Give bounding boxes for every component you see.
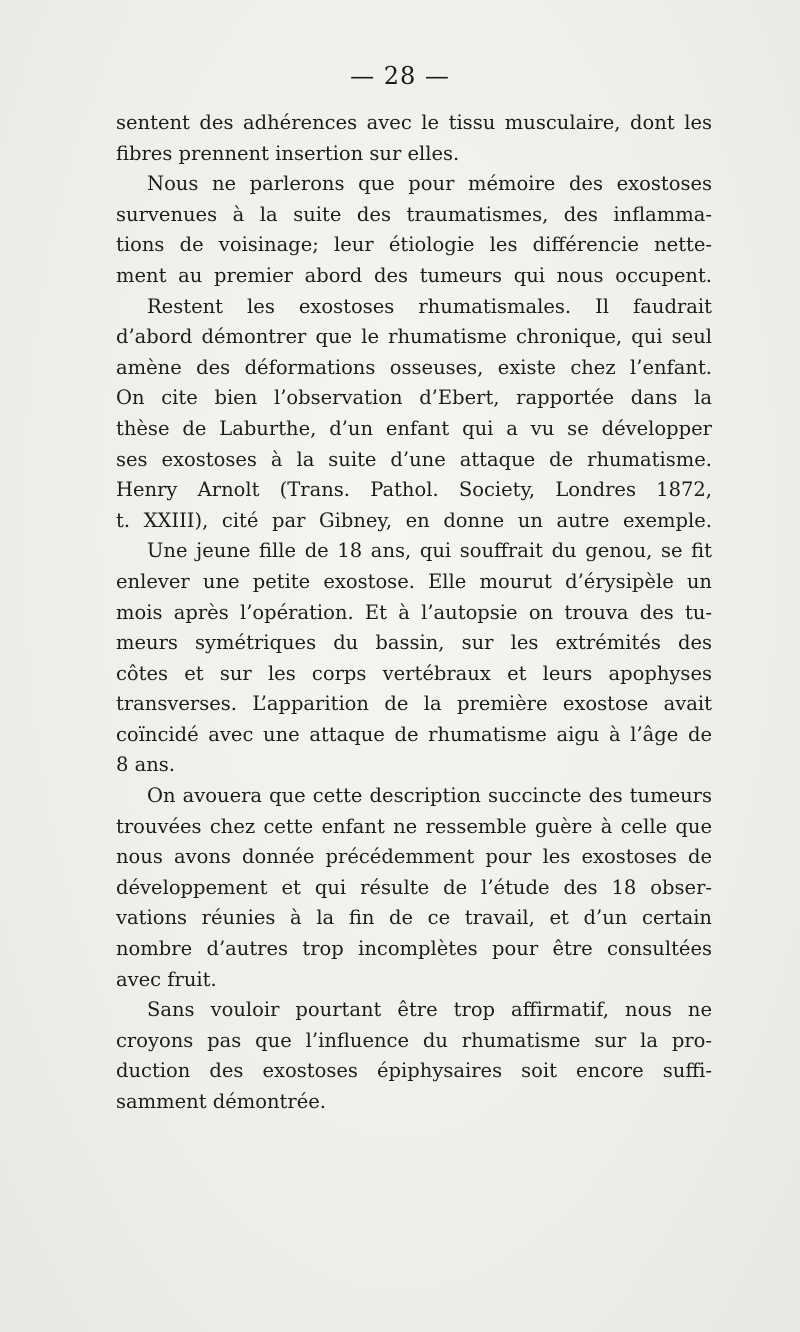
text-line: ment au premier abord des tumeurs qui nous occupent. [116,263,712,287]
text-line: t. XXIII), cité par Gibney, en donne un autre exemple. [116,508,712,532]
text-line: Henry Arnolt (Trans. Pathol. Society, Londres 1872, [116,478,712,502]
text-line: avec fruit. [116,967,217,991]
text-line: samment démontrée. [116,1090,326,1113]
text-line: nombre d’autres trop incomplètes pour être consultées [116,937,712,961]
text-line: On avouera que cette description succincte des tumeurs [147,784,712,808]
text-line: On cite bien l’observation d’Ebert, rapportée dans la [116,386,712,410]
text-line: Une jeune fille de 18 ans, qui souffrait du genou, se fit [147,539,712,563]
text-line: transverses. L’apparition de la première exostose avait [116,692,712,716]
text-line: d’abord démontrer que le rhumatisme chronique, qui seul [116,325,712,349]
text-line: meurs symétriques du bassin, sur les extrémités des [116,631,712,655]
text-line: amène des déformations osseuses, existe chez l’enfant. [116,355,712,379]
text-line: vations réunies à la fin de ce travail, et d’un certain [116,906,712,930]
page-number: — 28 — [350,62,450,90]
text-line: trouvées chez cette enfant ne ressemble guère à celle que [116,814,712,838]
body-text [116,108,712,1118]
text-line: fibres prennent insertion sur elles. [116,141,460,165]
text-line: Sans vouloir pourtant être trop affirmatif, nous ne [147,998,712,1022]
text-line: croyons pas que l’influence du rhumatisme sur la pro- [116,1028,712,1052]
text-line: coïncidé avec une attaque de rhumatisme aigu à l’âge de [116,722,712,746]
text-line: tions de voisinage; leur étiologie les différencie nette- [116,233,712,257]
text-line: Nous ne parlerons que pour mémoire des exostoses [147,172,712,196]
text-line: duction des exostoses épiphysaires soit encore suffi- [116,1059,712,1083]
text-line: développement et qui résulte de l’étude des 18 obser- [116,875,712,899]
text-line: Restent les exostoses rhumatismales. Il faudrait [147,294,712,318]
text-line: ses exostoses à la suite d’une attaque de rhumatisme. [116,447,712,471]
text-line: côtes et sur les corps vertébraux et leurs apophyses [116,661,712,685]
text-line: mois après l’opération. Et à l’autopsie on trouva des tu- [116,600,712,624]
text-line: nous avons donnée précédemment pour les exostoses de [116,845,712,869]
text-line: thèse de Laburthe, d’un enfant qui a vu se développer [116,416,712,440]
text-line: sentent des adhérences avec le tissu musculaire, dont les [116,111,712,134]
text-line: 8 ans. [116,753,175,777]
text-line: survenues à la suite des traumatismes, des inflamma- [116,202,712,226]
text-line: enlever une petite exostose. Elle mourut d’érysipèle un [116,569,712,593]
